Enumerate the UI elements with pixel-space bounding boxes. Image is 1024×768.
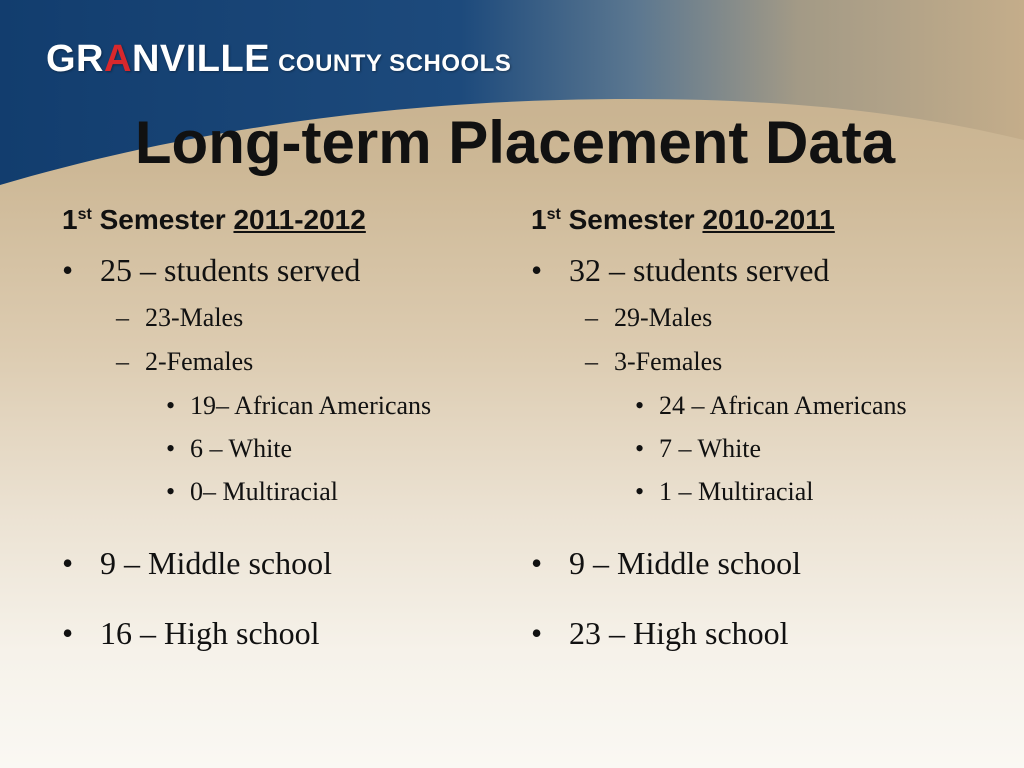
ethnicity-item: • 1 – Multiracial bbox=[531, 470, 1001, 513]
middle-school-item: • 9 – Middle school bbox=[531, 533, 1001, 593]
logo-wordmark: GRANVILLE bbox=[46, 38, 271, 80]
column-2011-2012 bbox=[62, 200, 532, 653]
slide-title: Long-term Placement Data bbox=[134, 109, 896, 176]
students-served-item: • 32 – students served bbox=[531, 250, 1001, 290]
males-item: – 29-Males bbox=[531, 296, 1001, 340]
ethnicity-item: • 0– Multiracial bbox=[62, 470, 532, 513]
column-heading: 1st Semester 2010-2011 bbox=[531, 204, 835, 235]
heading-year: 2011-2012 bbox=[233, 204, 366, 235]
high-school-item: • 16 – High school bbox=[62, 613, 532, 653]
column-heading: 1st Semester 2011-2012 bbox=[62, 204, 366, 235]
males-item: – 23-Males bbox=[62, 296, 532, 340]
females-item: – 2-Females bbox=[62, 340, 532, 384]
ethnicity-item: • 19– African Americans bbox=[62, 384, 532, 427]
column-2010-2011 bbox=[531, 200, 1001, 653]
students-served-item: • 25 – students served bbox=[62, 250, 532, 290]
heading-year: 2010-2011 bbox=[702, 204, 835, 235]
logo-subtitle: COUNTY SCHOOLS bbox=[278, 50, 512, 77]
ethnicity-item: • 6 – White bbox=[62, 427, 532, 470]
ethnicity-item: • 7 – White bbox=[531, 427, 1001, 470]
middle-school-item: • 9 – Middle school bbox=[62, 533, 532, 593]
high-school-item: • 23 – High school bbox=[531, 613, 1001, 653]
ethnicity-item: • 24 – African Americans bbox=[531, 384, 1001, 427]
logo-accent-letter: A bbox=[104, 38, 132, 80]
district-logo bbox=[46, 38, 511, 81]
females-item: – 3-Females bbox=[531, 340, 1001, 384]
